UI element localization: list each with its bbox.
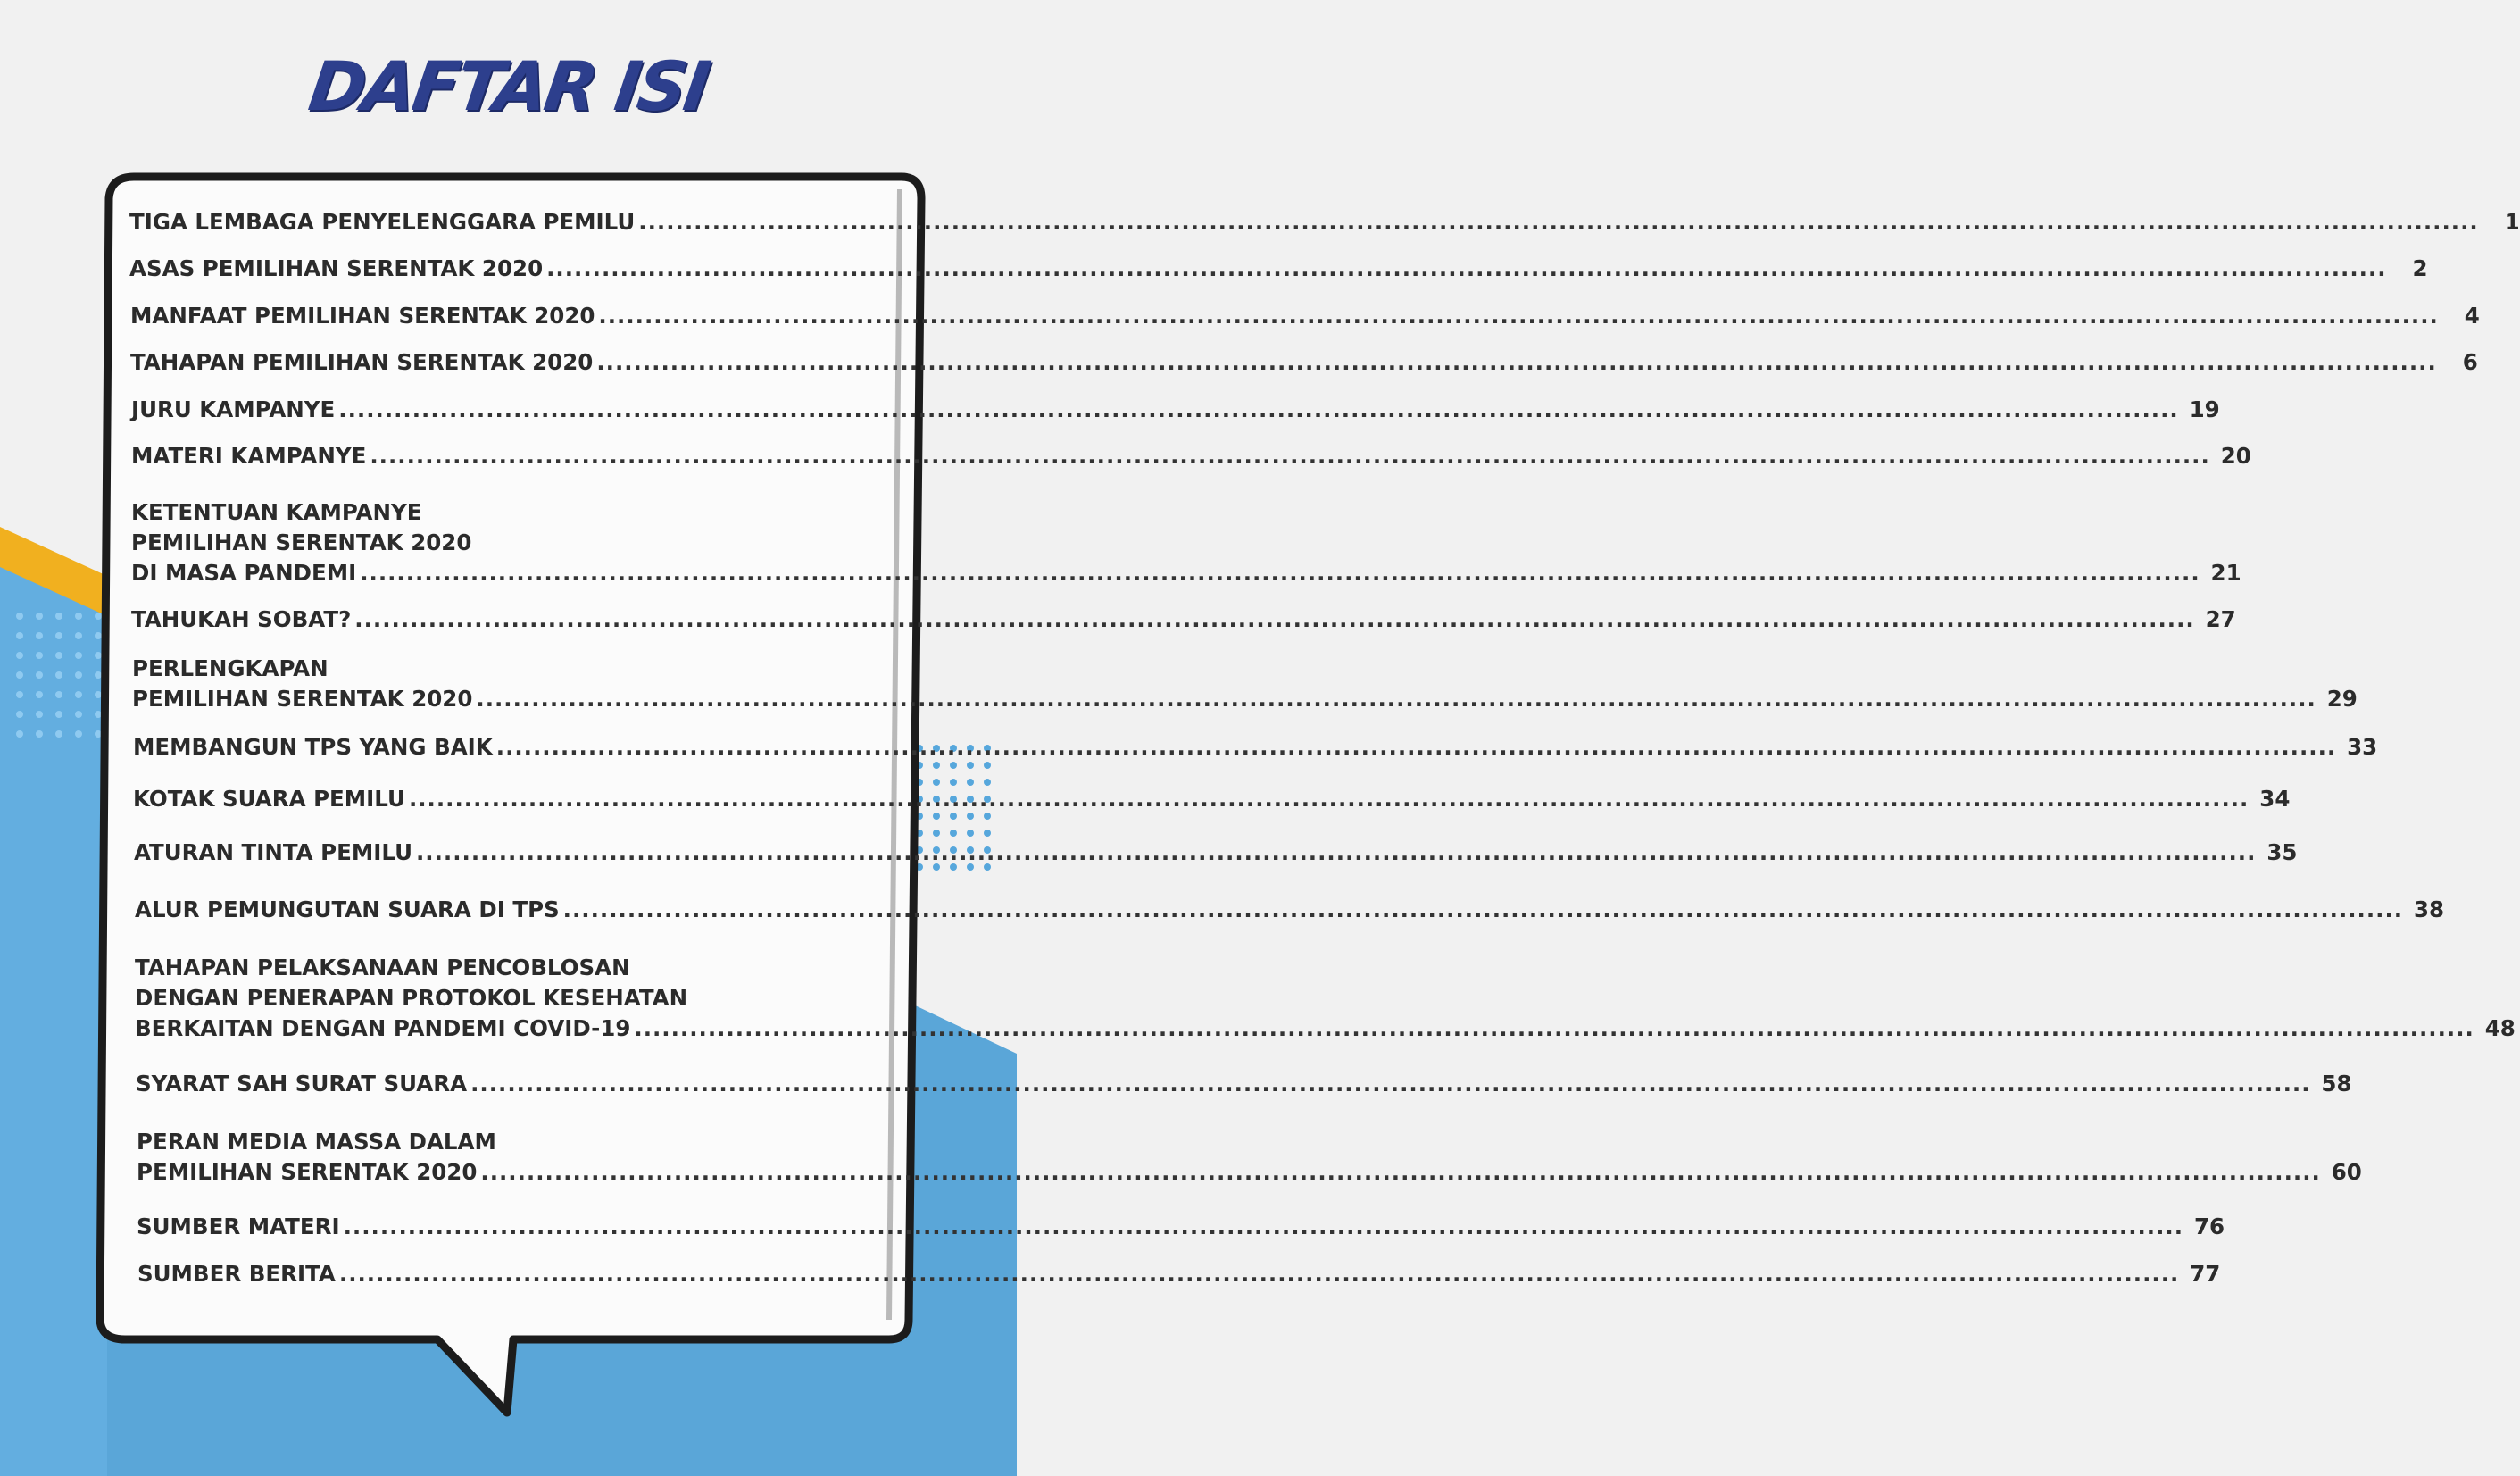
toc-entry-title-line: PERLENGKAPAN — [132, 655, 329, 681]
toc-entry[interactable] — [136, 1069, 2352, 1099]
toc-entry-row — [134, 838, 2298, 868]
dot — [95, 671, 102, 679]
dot-leader: ........................................................................................................................................................................................................ — [634, 1015, 2474, 1041]
toc-page-number: 20 — [2220, 443, 2251, 469]
dot-leader: ........................................................................................................................................................................................................ — [476, 686, 2316, 712]
dot — [36, 691, 43, 698]
dot — [984, 762, 991, 769]
dot — [95, 711, 102, 718]
toc-page-number: 76 — [2193, 1213, 2225, 1239]
toc-entry-row — [137, 1157, 2362, 1188]
dot — [55, 613, 62, 620]
dot — [36, 671, 43, 679]
dot-leader: ........................................................................................................................................................................................................ — [470, 1071, 2311, 1097]
toc-entry-row — [131, 605, 2236, 635]
toc-entry-title-line: PEMILIHAN SERENTAK 2020 — [137, 1159, 478, 1185]
dot — [75, 671, 82, 679]
dot — [55, 671, 62, 679]
dot — [36, 613, 43, 620]
dot — [75, 691, 82, 698]
toc-entry-title-line: PEMILIHAN SERENTAK 2020 — [131, 530, 472, 555]
toc-entry-title-line: DI MASA PANDEMI — [131, 560, 357, 586]
dot-leader: ........................................................................................................................................................................................................ — [354, 606, 2195, 632]
dot-leader: ........................................................................................................................................................................................................ — [638, 209, 2479, 235]
toc-entry-row — [136, 1069, 2352, 1099]
toc-entry-title-line: TAHUKAH SOBAT? — [131, 606, 352, 632]
toc-entry-title-line: TAHAPAN PELAKSANAAN PENCOBLOSAN — [135, 955, 630, 980]
toc-entry-row — [135, 895, 2445, 925]
dot — [16, 652, 23, 659]
dot — [933, 830, 940, 837]
toc-entry[interactable] — [137, 1259, 2221, 1289]
dot-leader: ........................................................................................................................................................................................................ — [338, 1261, 2180, 1287]
toc-entry-row — [137, 1212, 2225, 1242]
toc-page-number: 4 — [2464, 303, 2480, 329]
toc-entry-title-line: MANFAAT PEMILIHAN SERENTAK 2020 — [130, 303, 595, 329]
toc-entry-title-line: ASAS PEMILIHAN SERENTAK 2020 — [129, 255, 544, 281]
dot — [75, 730, 82, 738]
dot — [95, 632, 102, 639]
dot-leader: ........................................................................................................................................................................................................ — [480, 1159, 2321, 1185]
toc-entry-title-line: KETENTUAN KAMPANYE — [131, 499, 422, 525]
dot — [55, 691, 62, 698]
toc-page-number: 19 — [2189, 396, 2220, 422]
toc-entry-row — [131, 558, 2241, 588]
toc-entry[interactable] — [133, 784, 2291, 814]
dot — [16, 730, 23, 738]
toc-entry[interactable] — [131, 605, 2236, 635]
dot — [933, 762, 940, 769]
toc-entry-row — [130, 301, 2480, 331]
dot — [55, 652, 62, 659]
toc-entry-row — [131, 441, 2251, 471]
dot — [75, 711, 82, 718]
toc-page-number: 21 — [2210, 560, 2241, 586]
dot — [36, 632, 43, 639]
toc-entry[interactable] — [129, 254, 2428, 284]
toc-entry[interactable] — [131, 497, 2241, 588]
dot — [967, 830, 974, 837]
toc-entry[interactable] — [135, 953, 2516, 1044]
dot — [36, 652, 43, 659]
dot — [95, 652, 102, 659]
dot — [950, 762, 957, 769]
dot — [95, 613, 102, 620]
dot — [75, 613, 82, 620]
dot — [95, 691, 102, 698]
dot — [16, 671, 23, 679]
dot — [16, 632, 23, 639]
toc-page-number: 35 — [2266, 839, 2298, 865]
toc-entry-title-line: SUMBER BERITA — [137, 1261, 336, 1287]
dot-leader: ........................................................................................................................................................................................................ — [338, 396, 2179, 422]
toc-entry-title-line: TAHAPAN PEMILIHAN SERENTAK 2020 — [130, 349, 594, 375]
dot — [55, 711, 62, 718]
toc-page-number: 38 — [2414, 896, 2445, 922]
dot — [16, 613, 23, 620]
dot-leader: ........................................................................................................................................................................................................ — [598, 303, 2439, 329]
toc-entry-row — [132, 684, 2358, 714]
toc-entry[interactable] — [131, 395, 2220, 425]
toc-entry-title-line: ATURAN TINTA PEMILU — [134, 839, 412, 865]
toc-entry-title-line: PEMILIHAN SERENTAK 2020 — [132, 686, 473, 712]
toc-page-number: 2 — [2412, 255, 2428, 281]
toc-entry-title-line: SYARAT SAH SURAT SUARA — [136, 1071, 468, 1097]
toc-page-number: 1 — [2504, 209, 2520, 235]
dot — [36, 730, 43, 738]
toc-entry-title-line: SUMBER MATERI — [137, 1213, 340, 1239]
toc-page-number: 48 — [2484, 1015, 2516, 1041]
toc-entry-row — [130, 347, 2478, 378]
dot-leader: ........................................................................................................................................................................................................ — [495, 734, 2337, 760]
toc-entry[interactable] — [131, 441, 2251, 471]
toc-entry-row — [133, 784, 2291, 814]
toc-entry-row — [135, 1013, 2516, 1044]
dot — [55, 632, 62, 639]
toc-entry-title-line: ALUR PEMUNGUTAN SUARA DI TPS — [135, 896, 560, 922]
dot — [16, 691, 23, 698]
blue-shape-light — [0, 536, 107, 1476]
toc-entry-title-line: PERAN MEDIA MASSA DALAM — [137, 1129, 496, 1155]
dot-leader: ........................................................................................................................................................................................................ — [343, 1213, 2184, 1239]
toc-entry-title-line: MATERI KAMPANYE — [131, 443, 367, 469]
dot-leader: ........................................................................................................................................................................................................ — [415, 839, 2257, 865]
dot-leader: ........................................................................................................................................................................................................ — [596, 349, 2437, 375]
toc-entry-title-line: KOTAK SUARA PEMILU — [133, 786, 405, 812]
dot — [55, 730, 62, 738]
toc-entry-title-line: TIGA LEMBAGA PENYELENGGARA PEMILU — [129, 209, 636, 235]
toc-entry[interactable] — [132, 654, 2358, 714]
toc-entry[interactable] — [135, 895, 2445, 925]
toc-entry[interactable] — [130, 301, 2480, 331]
toc-page-number: 60 — [2331, 1159, 2362, 1185]
toc-page-number: 77 — [2190, 1261, 2221, 1287]
toc-page-number: 27 — [2205, 606, 2236, 632]
toc-entry-row — [131, 395, 2220, 425]
toc-entry[interactable] — [129, 207, 2520, 238]
toc-entry[interactable] — [137, 1212, 2225, 1242]
toc-entry-title-line: JURU KAMPANYE — [131, 396, 336, 422]
dot — [16, 711, 23, 718]
toc-page-number: 29 — [2326, 686, 2358, 712]
dot — [36, 711, 43, 718]
toc-entry[interactable] — [137, 1127, 2362, 1188]
toc-entry-row — [129, 254, 2428, 284]
dot — [75, 632, 82, 639]
toc-entry[interactable] — [134, 838, 2298, 868]
toc-entry-title-line: BERKAITAN DENGAN PANDEMI COVID-19 — [135, 1015, 631, 1041]
dot-leader: ........................................................................................................................................................................................................ — [370, 443, 2210, 469]
toc-entry-title-line: DENGAN PENERAPAN PROTOKOL KESEHATAN — [135, 985, 688, 1011]
toc-entry-row — [129, 207, 2520, 238]
dot — [967, 762, 974, 769]
toc-page-number: 6 — [2462, 349, 2478, 375]
dot — [984, 830, 991, 837]
toc-entry-row — [137, 1259, 2221, 1289]
toc-entry-title-line: MEMBANGUN TPS YANG BAIK — [133, 734, 493, 760]
toc-page-number: 58 — [2321, 1071, 2352, 1097]
toc-entry-row — [133, 732, 2378, 763]
dot — [75, 652, 82, 659]
toc-entry[interactable] — [130, 347, 2478, 378]
toc-page-number: 34 — [2259, 786, 2291, 812]
dot-leader: ........................................................................................................................................................................................................ — [360, 560, 2200, 586]
dot-leader: ........................................................................................................................................................................................................ — [408, 786, 2250, 812]
dot — [950, 830, 957, 837]
dot-leader: ........................................................................................................................................................................................................ — [562, 896, 2404, 922]
dot-leader: ........................................................................................................................................................................................................ — [546, 255, 2387, 281]
page-title: DAFTAR ISI — [304, 46, 713, 126]
toc-entry[interactable] — [133, 732, 2378, 763]
toc-page-number: 33 — [2347, 734, 2378, 760]
